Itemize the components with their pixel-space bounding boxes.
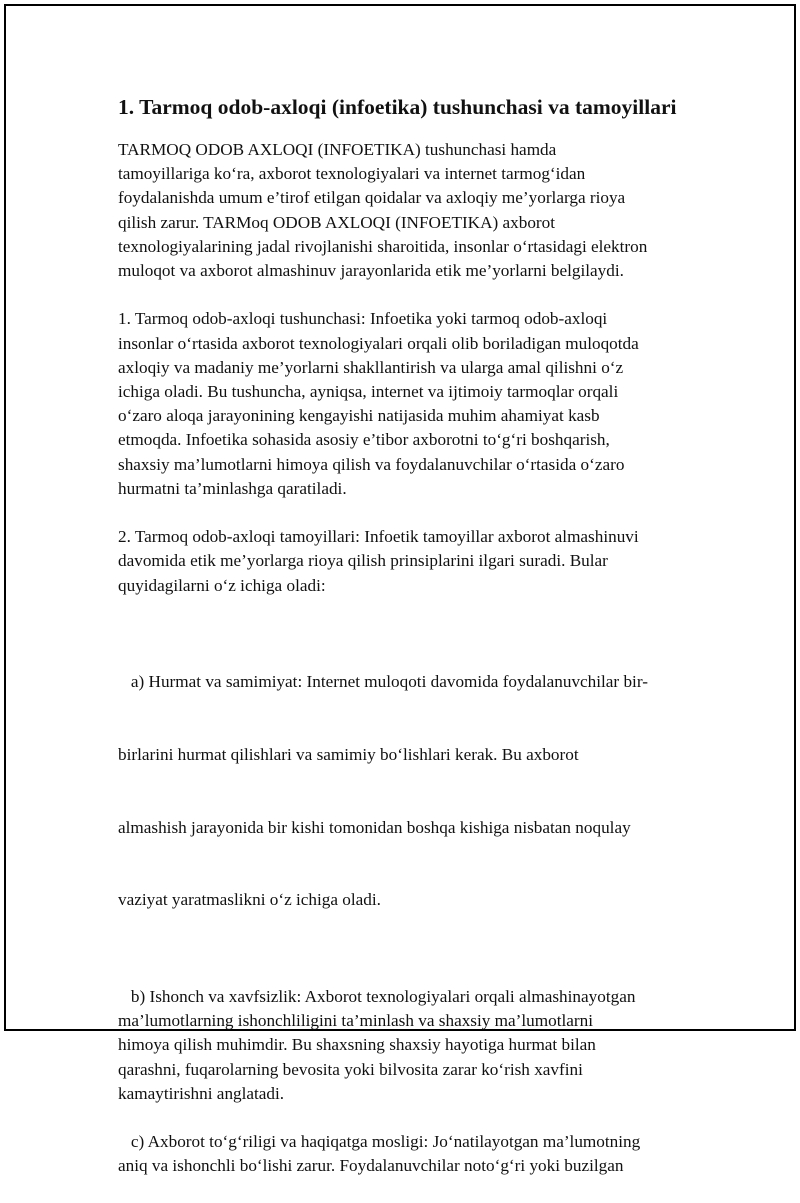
- paragraph-concept: [118, 307, 698, 501]
- text-line: foydalanishda umum e’tirof etilgan qoidalar va axloqiy me’yorlarga rioya: [118, 188, 626, 208]
- text-line: 1. Tarmoq odob-axloqi tushunchasi: Infoetika yoki tarmoq odob-axloqi: [118, 309, 608, 329]
- text-line: etmoqda. Infoetika sohasida asosiy e’tibor axborotni to‘g‘ri boshqarish,: [118, 430, 610, 450]
- text-line: shaxsiy ma’lumotlarni himoya qilish va foydalanuvchilar o‘rtasida o‘zaro: [118, 454, 625, 474]
- text-line: kamaytirishni anglatadi.: [118, 1083, 285, 1103]
- text-line: texnologiyalarining jadal rivojlanishi sharoitida, insonlar o‘rtasidagi elektron: [118, 236, 648, 256]
- text-line: birlarini hurmat qilishlari va samimiy bo‘lishlari kerak. Bu axborot: [118, 745, 579, 765]
- text-line: a) Hurmat va samimiyat: Internet muloqoti davomida foydalanuvchilar bir-: [118, 672, 648, 692]
- text-line: c) Axborot to‘g‘riligi va haqiqatga mosligi: Jo‘natilayotgan ma’lumotning: [118, 1132, 641, 1152]
- text-line: almashish jarayonida bir kishi tomonidan boshqa kishiga nisbatan noqulay: [118, 817, 631, 837]
- text-line: b) Ishonch va xavfsizlik: Axborot texnologiyalari orqali almashinayotgan: [118, 987, 636, 1007]
- text-line: o‘zaro aloqa jarayonining kengayishi natijasida muhim ahamiyat kasb: [118, 406, 600, 426]
- text-line: 2. Tarmoq odob-axloqi tamoyillari: Infoetik tamoyillar axborot almashinuvi: [118, 527, 639, 547]
- paragraph-intro: [118, 138, 698, 283]
- text-line: vaziyat yaratmaslikni o‘z ichiga oladi.: [118, 890, 381, 910]
- text-line: TARMOQ ODOB AXLOQI (INFOETIKA) tushunchasi hamda: [118, 140, 557, 159]
- document-body: [118, 92, 698, 1203]
- text-line: muloqot va axborot almashinuv jarayonlarida etik me’yorlarni belgilaydi.: [118, 261, 624, 281]
- text-line: qilish zarur. TARMoq ODOB AXLOQI (INFOETIKA) axborot: [118, 212, 556, 232]
- paragraph-respect: [118, 622, 698, 961]
- text-line: aniq va ishonchli bo‘lishi zarur. Foydalanuvchilar noto‘g‘ri yoki buzilgan: [118, 1156, 624, 1176]
- text-line: quyidagilarni o‘z ichiga oladi:: [118, 575, 326, 595]
- paragraph-accuracy: [118, 1130, 698, 1178]
- text-line: insonlar o‘rtasida axborot texnologiyalari orqali olib boriladigan muloqotda: [118, 333, 639, 353]
- paragraph-trust: [118, 985, 698, 1106]
- text-line: ma’lumotlarning ishonchliligini ta’minlash va shaxsiy ma’lumotlarni: [118, 1011, 593, 1031]
- text-line: qarashni, fuqarolarning bevosita yoki bilvosita zarar ko‘rish xavfini: [118, 1059, 583, 1079]
- text-line: himoya qilish muhimdir. Bu shaxsning shaxsiy hayotiga hurmat bilan: [118, 1035, 596, 1055]
- paragraph-principles: [118, 525, 698, 598]
- text-line: davomida etik me’yorlarga rioya qilish prinsiplarini ilgari suradi. Bular: [118, 551, 608, 571]
- text-line: tamoyillariga ko‘ra, axborot texnologiyalari va internet tarmog‘idan: [118, 164, 586, 184]
- section-title: 1. Tarmoq odob-axloqi (infoetika) tushunchasi va tamoyillari: [118, 95, 677, 119]
- text-line: axloqiy va madaniy me’yorlarni shakllantirish va ularga amal qilishni o‘z: [118, 357, 624, 377]
- text-line: ichiga oladi. Bu tushuncha, ayniqsa, internet va ijtimoiy tarmoqlar orqali: [118, 382, 619, 402]
- text-line: hurmatni ta’minlashga qaratiladi.: [118, 478, 347, 498]
